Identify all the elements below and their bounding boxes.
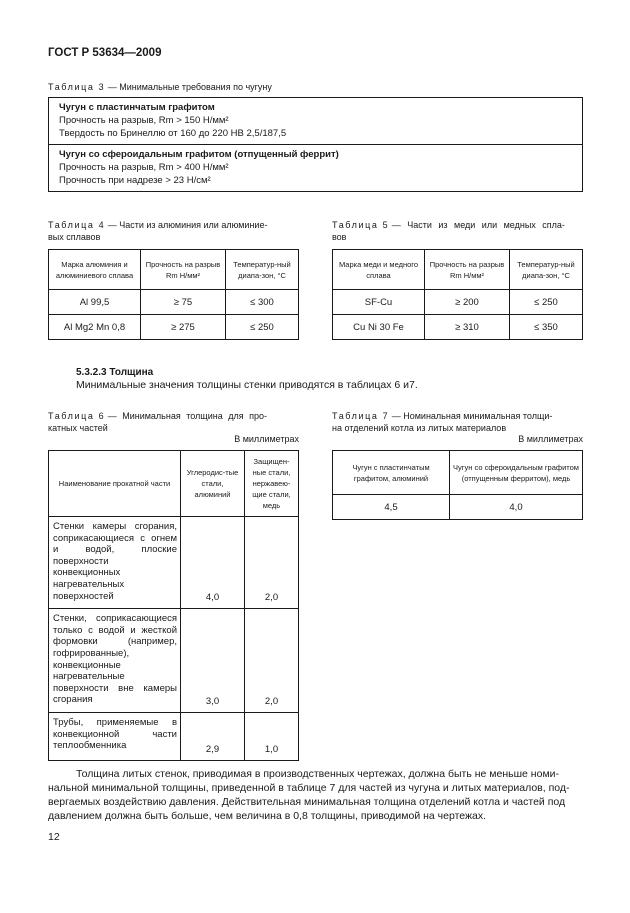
table4	[48, 249, 299, 340]
table-cell: Стенки, соприкасающиеся только с водой и жесткой формовки (например, гофрированные), конвекционные нагревательные поверхности вне камеры сгорания	[49, 609, 181, 713]
table4-caption-line1: — Части из алюминия или алюминие-	[107, 220, 268, 230]
table7-header-spheroidal: Чугун со сфероидальным графитом (отпущенным ферритом), медь	[450, 451, 583, 495]
table5-caption-line1: — Части из меди или медных спла-	[391, 220, 565, 230]
table4-caption-line2: вых сплавов	[48, 232, 101, 242]
table-cell: ≥ 200	[425, 290, 510, 315]
table3-row1-line2: Твердость по Бринеллю от 160 до 220 HB 2,5/187,5	[59, 128, 287, 139]
table7-caption	[332, 410, 582, 434]
table6-caption-line1: — Минимальная толщина для про-	[107, 411, 267, 421]
table4-caption	[48, 219, 298, 243]
table7-unit: В миллиметрах	[518, 434, 583, 444]
table5	[332, 249, 583, 340]
table6-header-part: Наименование прокатной части	[49, 451, 181, 517]
table7-caption-line2: на отделений котла из литых материалов	[332, 423, 507, 433]
paragraph-line: давлением должна быть больше, чем величина в 0,8 толщины, приводимой на чертежах.	[48, 810, 487, 822]
table6-unit: В миллиметрах	[234, 434, 299, 444]
table-row	[333, 290, 583, 315]
table-cell: ≥ 310	[425, 315, 510, 340]
table-header-row	[49, 250, 299, 290]
table-row	[333, 495, 583, 520]
table6-label: Таблица 6	[48, 411, 106, 421]
table7-label: Таблица 7	[332, 411, 390, 421]
table-row	[49, 290, 299, 315]
document-header: ГОСТ Р 53634—2009	[48, 47, 162, 59]
table3-caption-text: — Минимальные требования по чугуну	[107, 82, 272, 92]
table5-header-temperature: Температур-ный диапа-зон, °С	[510, 250, 583, 290]
table-header-row	[333, 250, 583, 290]
table-cell: ≥ 75	[141, 290, 226, 315]
table6-header-carbon-steel: Углеродис-тые стали, алюминий	[181, 451, 245, 517]
table-cell: Cu Ni 30 Fe	[333, 315, 425, 340]
table6-header-protected-steel: Защищен-ные стали, нержавею-щие стали, медь	[245, 451, 299, 517]
table-row	[49, 315, 299, 340]
table-row	[49, 517, 299, 609]
table-cell: 4,0	[450, 495, 583, 520]
table3-label: Таблица 3	[48, 82, 106, 92]
table-row	[49, 98, 583, 145]
table-row	[49, 712, 299, 760]
table5-header-grade: Марка меди и медного сплава	[333, 250, 425, 290]
table5-label: Таблица 5	[332, 220, 390, 230]
table4-header-strength: Прочность на разрыв Rm Н/мм²	[141, 250, 226, 290]
table-cell: Трубы, применяемые в конвекционной части теплообменника	[49, 712, 181, 760]
paragraph-line: Толщина литых стенок, приводимая в производственных чертежах, должна быть не меньше номи-	[76, 768, 560, 780]
table7-header-lamellar: Чугун с пластинчатым графитом, алюминий	[333, 451, 450, 495]
table-row	[333, 315, 583, 340]
table3-row2-title: Чугун со сфероидальным графитом (отпущенный феррит)	[59, 149, 339, 160]
paragraph-line: нальной минимальной толщины, приведенной в таблице 7 для частей из чугуна и литых материалов, под-	[48, 782, 570, 794]
table-cell: ≤ 350	[510, 315, 583, 340]
page-number: 12	[48, 831, 60, 843]
table5-caption	[332, 219, 582, 243]
table-cell: 2,0	[245, 609, 299, 713]
table3-row2-line2: Прочность при надрезе > 23 Н/см²	[59, 175, 211, 186]
table-cell: ≥ 275	[141, 315, 226, 340]
table6	[48, 450, 299, 761]
table-cell: 2,0	[245, 517, 299, 609]
table3-row2-line1: Прочность на разрыв, Rm > 400 Н/мм²	[59, 162, 229, 173]
table-cell: ≤ 300	[226, 290, 299, 315]
table-row	[49, 609, 299, 713]
section-text: Минимальные значения толщины стенки приводятся в таблицах 6 и7.	[76, 379, 418, 391]
table6-caption	[48, 410, 298, 434]
thickness-paragraph	[48, 767, 583, 823]
section-heading: 5.3.2.3 Толщина	[76, 367, 154, 378]
table3	[48, 97, 583, 192]
table5-header-strength: Прочность на разрыв Rm Н/мм²	[425, 250, 510, 290]
table6-caption-line2: катных частей	[48, 423, 108, 433]
table-cell: SF-Cu	[333, 290, 425, 315]
table4-header-grade: Марка алюминия и алюминиевого сплава	[49, 250, 141, 290]
table-cell: ≤ 250	[510, 290, 583, 315]
table7	[332, 450, 583, 520]
table3-row1-line1: Прочность на разрыв, Rm > 150 Н/мм²	[59, 115, 229, 126]
table-row	[49, 145, 583, 192]
table3-caption	[48, 81, 272, 93]
table-cell: Al 99,5	[49, 290, 141, 315]
table-header-row	[333, 451, 583, 495]
table5-caption-line2: вов	[332, 232, 347, 242]
table4-header-temperature: Температур-ный диапа-зон, °С	[226, 250, 299, 290]
table-header-row	[49, 451, 299, 517]
table-cell: 2,9	[181, 712, 245, 760]
table-cell: ≤ 250	[226, 315, 299, 340]
table-cell: 4,5	[333, 495, 450, 520]
table-cell: 4,0	[181, 517, 245, 609]
table4-label: Таблица 4	[48, 220, 106, 230]
table-cell: Стенки камеры сгорания, соприкасающиеся с огнем и водой, плоские поверхности конвекционных нагревательных поверхностей	[49, 517, 181, 609]
table3-row1-title: Чугун с пластинчатым графитом	[59, 102, 215, 113]
table-cell: 1,0	[245, 712, 299, 760]
table-cell: Al Mg2 Mn 0,8	[49, 315, 141, 340]
table7-caption-line1: — Номинальная минимальная толщи-	[391, 411, 553, 421]
paragraph-line: вергаемых воздействию давления. Действительная минимальная толщина отделений котла и частей под	[48, 796, 566, 808]
table-cell: 3,0	[181, 609, 245, 713]
